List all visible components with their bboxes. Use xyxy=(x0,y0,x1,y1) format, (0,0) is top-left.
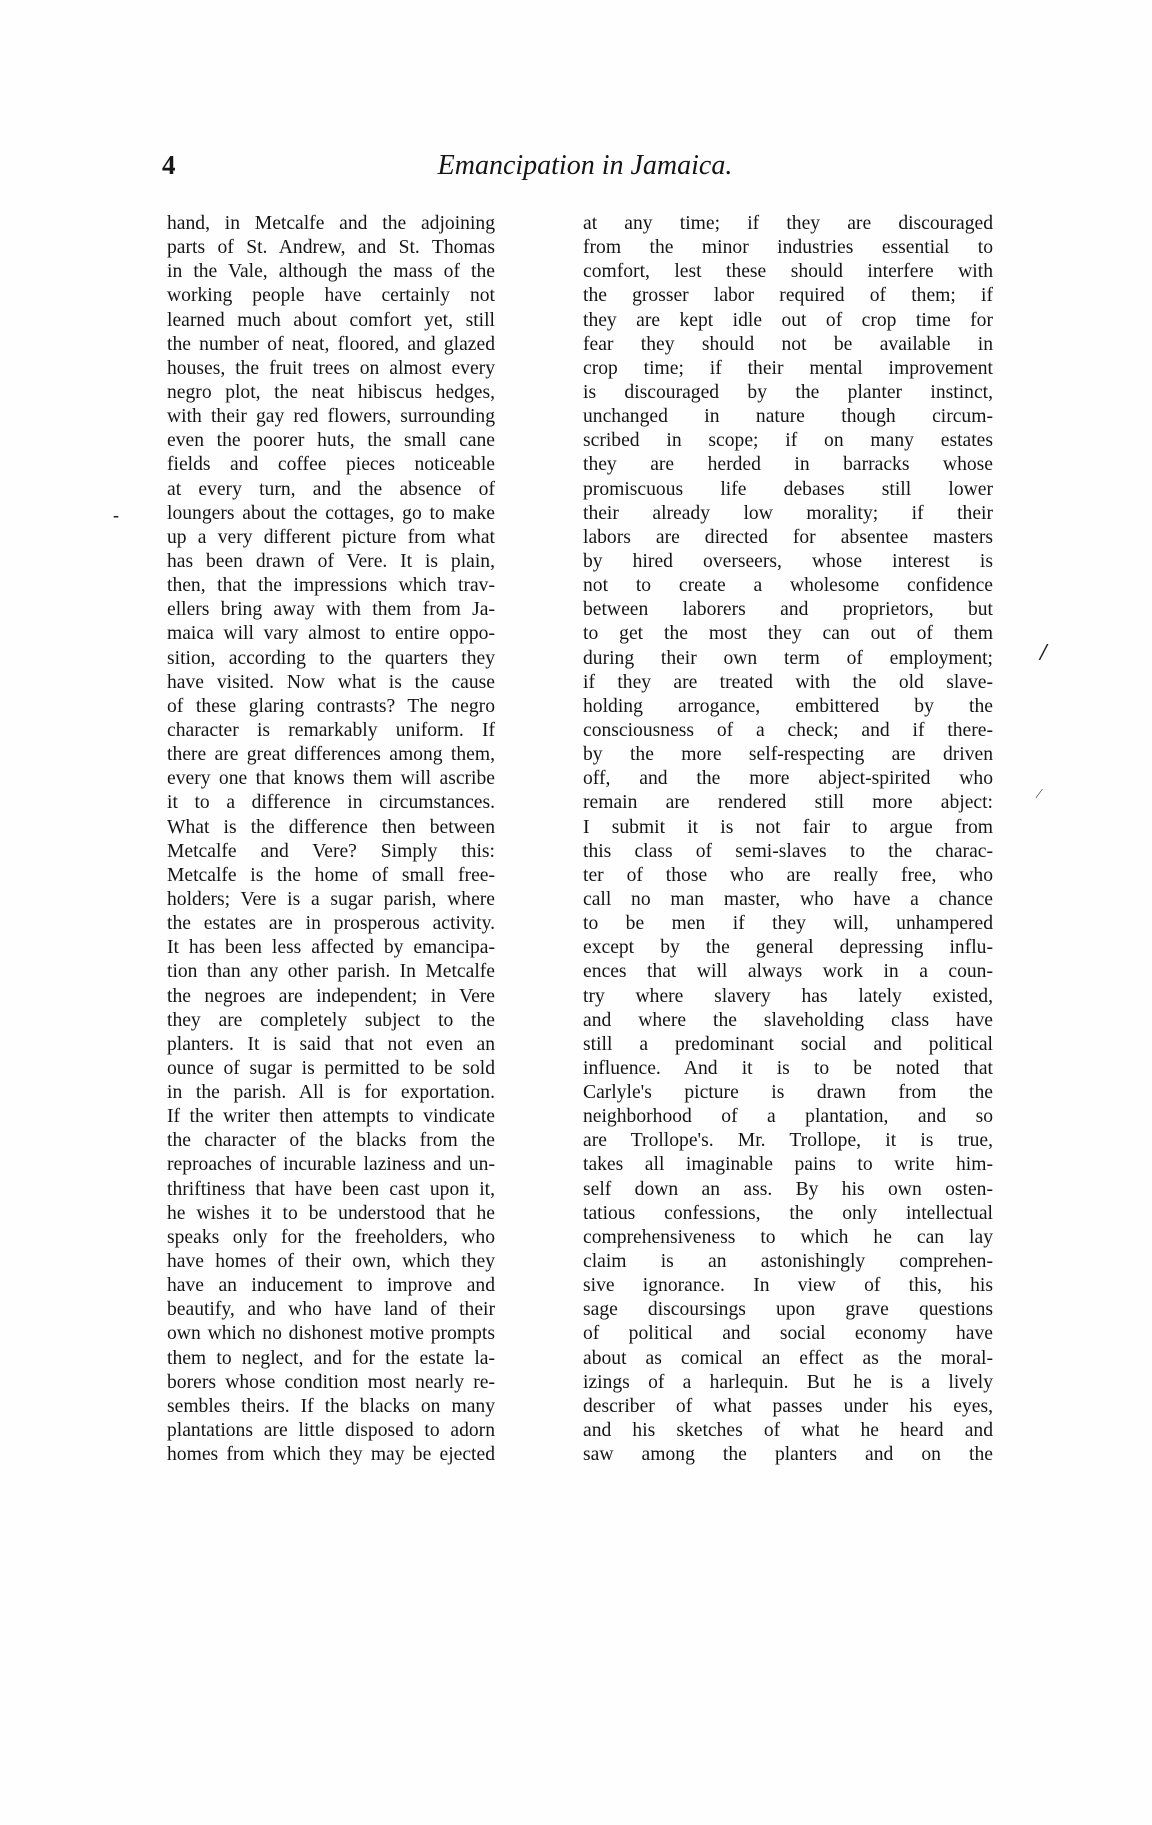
text-line: maica will vary almost to entire oppo- xyxy=(167,623,495,645)
text-line: claim is an astonishingly comprehen- xyxy=(583,1251,993,1273)
text-line: the number of neat, floored, and glazed xyxy=(167,333,495,355)
text-line: ter of those who are really free, who xyxy=(583,864,993,886)
text-line: beautify, and who have land of their xyxy=(167,1299,495,1321)
text-line: have an inducement to improve and xyxy=(167,1275,495,1297)
text-line: at every turn, and the absence of xyxy=(167,478,495,500)
text-line: still a predominant social and political xyxy=(583,1033,993,1055)
text-line: of these glaring contrasts? The negro xyxy=(167,695,495,717)
text-line: there are great differences among them, xyxy=(167,744,495,766)
text-line: they are herded in barracks whose xyxy=(583,454,993,476)
text-line: about as comical an effect as the moral- xyxy=(583,1347,993,1369)
text-line: homes from which they may be ejected xyxy=(167,1444,495,1466)
text-line: except by the general depressing influ- xyxy=(583,937,993,959)
text-line: of political and social economy have xyxy=(583,1323,993,1345)
text-line: sage discoursings upon grave questions xyxy=(583,1299,993,1321)
text-line: promiscuous life debases still lower xyxy=(583,478,993,500)
text-line: from the minor industries essential to xyxy=(583,237,993,259)
text-line: this class of semi-slaves to the charac- xyxy=(583,840,993,862)
text-line: self down an ass. By his own osten- xyxy=(583,1178,993,1200)
text-line: the character of the blacks from the xyxy=(167,1130,495,1152)
text-line: plantations are little disposed to adorn xyxy=(167,1420,495,1442)
text-line: sive ignorance. In view of this, his xyxy=(583,1275,993,1297)
text-line: to get the most they can out of them xyxy=(583,623,993,645)
text-line: Metcalfe is the home of small free- xyxy=(167,864,495,886)
text-line: character is remarkably uniform. If xyxy=(167,719,495,741)
text-line: to be men if they will, unhampered xyxy=(583,913,993,935)
text-line: between laborers and proprietors, but xyxy=(583,599,993,621)
text-line: negro plot, the neat hibiscus hedges, xyxy=(167,381,495,403)
text-line: during their own term of employment; xyxy=(583,647,993,669)
text-line: is discouraged by the planter instinct, xyxy=(583,381,993,403)
text-line: they are kept idle out of crop time for xyxy=(583,309,993,331)
text-line: have visited. Now what is the cause xyxy=(167,671,495,693)
text-line: them to neglect, and for the estate la- xyxy=(167,1347,495,1369)
text-line: have homes of their own, which they xyxy=(167,1251,495,1273)
text-line: are Trollope's. Mr. Trollope, it is true, xyxy=(583,1130,993,1152)
text-line: loungers about the cottages, go to make xyxy=(167,502,495,524)
text-line: then, that the impressions which trav- xyxy=(167,575,495,597)
text-line: izings of a harlequin. But he is a lively xyxy=(583,1371,993,1393)
page-number: 4 xyxy=(162,150,176,180)
text-line: scribed in scope; if on many estates xyxy=(583,430,993,452)
margin-mark: ⁄ xyxy=(1038,787,1041,802)
text-line: they are completely subject to the xyxy=(167,1009,495,1031)
text-line: off, and the more abject-spirited who xyxy=(583,768,993,790)
text-line: What is the difference then between xyxy=(167,816,495,838)
text-line: thriftiness that have been cast upon it, xyxy=(167,1178,495,1200)
text-line: try where slavery has lately existed, xyxy=(583,985,993,1007)
text-line: by hired overseers, whose interest is xyxy=(583,550,993,572)
text-line: takes all imaginable pains to write him- xyxy=(583,1154,993,1176)
text-line: consciousness of a check; and if there- xyxy=(583,719,993,741)
text-line: holding arrogance, embittered by the xyxy=(583,695,993,717)
text-line: ences that will always work in a coun- xyxy=(583,961,993,983)
text-line: in the Vale, although the mass of the xyxy=(167,261,495,283)
text-line: working people have certainly not xyxy=(167,285,495,307)
text-line: ounce of sugar is permitted to be sold xyxy=(167,1057,495,1079)
text-line: call no man master, who have a chance xyxy=(583,888,993,910)
text-line: sembles theirs. If the blacks on many xyxy=(167,1395,495,1417)
text-line: describer of what passes under his eyes, xyxy=(583,1395,993,1417)
text-line: and where the slaveholding class have xyxy=(583,1009,993,1031)
text-line: reproaches of incurable laziness and un- xyxy=(167,1154,495,1176)
text-line: saw among the planters and on the xyxy=(583,1444,993,1466)
text-line: even the poorer huts, the small cane xyxy=(167,430,495,452)
text-line: tion than any other parish. In Metcalfe xyxy=(167,961,495,983)
text-line: at any time; if they are discouraged xyxy=(583,213,993,234)
text-line: has been drawn of Vere. It is plain, xyxy=(167,550,495,572)
text-line: own which no dishonest motive prompts xyxy=(167,1323,495,1345)
text-line: holders; Vere is a sugar parish, where xyxy=(167,888,495,910)
text-line: in the parish. All is for exportation. xyxy=(167,1082,495,1104)
text-line: up a very different picture from what xyxy=(167,526,495,548)
text-line: houses, the fruit trees on almost every xyxy=(167,357,495,379)
text-line: planters. It is said that not even an xyxy=(167,1033,495,1055)
text-line: Metcalfe and Vere? Simply this: xyxy=(167,840,495,862)
text-line: the negroes are independent; in Vere xyxy=(167,985,495,1007)
text-line: ellers bring away with them from Ja- xyxy=(167,599,495,621)
text-line: remain are rendered still more abject: xyxy=(583,792,993,814)
text-line: unchanged in nature though circum- xyxy=(583,406,993,428)
text-line: neighborhood of a plantation, and so xyxy=(583,1106,993,1128)
text-line: comprehensiveness to which he can lay xyxy=(583,1226,993,1248)
text-line: it to a difference in circumstances. xyxy=(167,792,495,814)
text-line: the estates are in prosperous activity. xyxy=(167,913,495,935)
text-line: not to create a wholesome confidence xyxy=(583,575,993,597)
text-line: their already low morality; if their xyxy=(583,502,993,524)
text-line: every one that knows them will ascribe xyxy=(167,768,495,790)
text-line: hand, in Metcalfe and the adjoining xyxy=(167,213,495,234)
text-line: tatious confessions, the only intellectual xyxy=(583,1202,993,1224)
text-line: and his sketches of what he heard and xyxy=(583,1420,993,1442)
text-line: the grosser labor required of them; if xyxy=(583,285,993,307)
text-line: It has been less affected by emancipa- xyxy=(167,937,495,959)
text-line: Carlyle's picture is drawn from the xyxy=(583,1082,993,1104)
text-line: speaks only for the freeholders, who xyxy=(167,1226,495,1248)
text-line: I submit it is not fair to argue from xyxy=(583,816,993,838)
text-line: if they are treated with the old slave- xyxy=(583,671,993,693)
margin-mark: - xyxy=(113,505,119,525)
text-line: If the writer then attempts to vindicate xyxy=(167,1106,495,1128)
text-line: crop time; if their mental improvement xyxy=(583,357,993,379)
text-column-left xyxy=(167,212,495,1467)
running-title: Emancipation in Jamaica. xyxy=(437,150,733,181)
text-line: comfort, lest these should interfere with xyxy=(583,261,993,283)
text-line: borers whose condition most nearly re- xyxy=(167,1371,495,1393)
text-line: parts of St. Andrew, and St. Thomas xyxy=(167,237,495,259)
text-line: by the more self-respecting are driven xyxy=(583,744,993,766)
text-line: labors are directed for absentee masters xyxy=(583,526,993,548)
page-header xyxy=(160,150,990,190)
text-line: fear they should not be available in xyxy=(583,333,993,355)
text-line: fields and coffee pieces noticeable xyxy=(167,454,495,476)
text-line: influence. And it is to be noted that xyxy=(583,1057,993,1079)
text-column-right xyxy=(583,212,993,1467)
text-line: he wishes it to be understood that he xyxy=(167,1202,495,1224)
text-line: sition, according to the quarters they xyxy=(167,647,495,669)
text-line: learned much about comfort yet, still xyxy=(167,309,495,331)
text-line: with their gay red flowers, surrounding xyxy=(167,406,495,428)
margin-mark: / xyxy=(1040,640,1047,666)
